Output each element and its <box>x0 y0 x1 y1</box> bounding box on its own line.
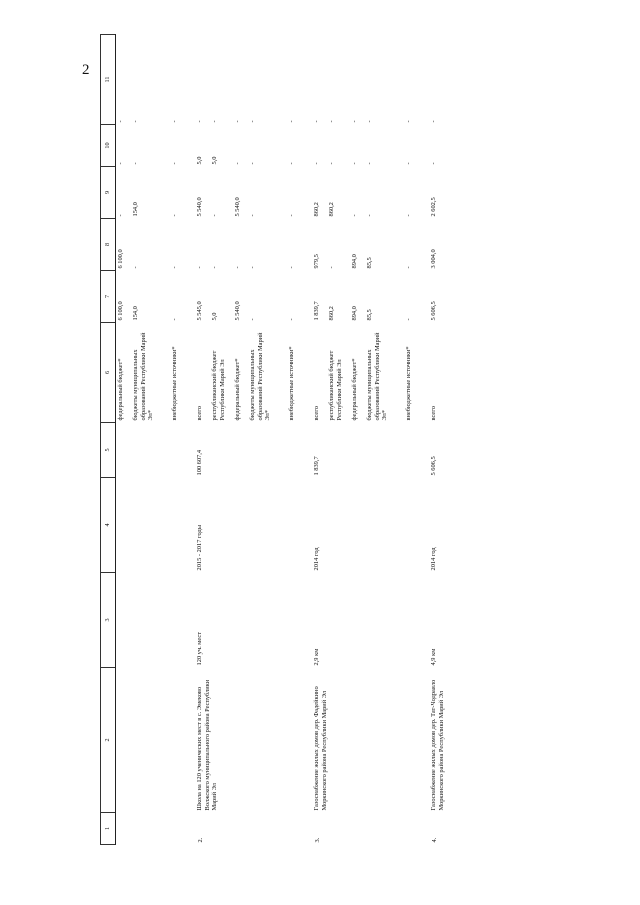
value: - <box>366 120 373 123</box>
source-label: республиканский бюджет Республики Марий Эл <box>211 350 226 421</box>
value: - <box>117 214 124 217</box>
col8-values <box>195 219 312 271</box>
period: 2014 год <box>430 547 437 571</box>
value: - <box>328 162 335 165</box>
total-cost: 1 839,7 <box>313 456 320 476</box>
value: - <box>405 214 412 217</box>
value: - <box>234 120 241 123</box>
col10-values <box>195 125 312 167</box>
col7-values <box>195 271 312 323</box>
value: - <box>405 318 412 321</box>
value: - <box>288 120 295 123</box>
row-number: 3. <box>314 837 321 843</box>
value: - <box>351 120 358 123</box>
value: - <box>234 162 241 165</box>
col11-values <box>312 35 429 125</box>
value: - <box>196 266 203 269</box>
col7-values <box>116 271 196 323</box>
col9-values <box>195 167 312 219</box>
period: 2015 - 2017 годы <box>196 524 203 571</box>
source-label: федеральный бюджет* <box>234 358 241 421</box>
col-header-3: 3 <box>101 573 116 668</box>
value: - <box>249 162 256 165</box>
value: - <box>249 214 256 217</box>
value: 894,0 <box>351 306 358 321</box>
value: 5 540,0 <box>234 301 241 321</box>
source-label: всего <box>430 406 437 421</box>
value: 1 839,7 <box>313 301 320 321</box>
source-label: бюджеты муниципальных образований Республики Марий Эл* <box>366 332 389 421</box>
capacity: 120 уч. мест <box>196 632 203 666</box>
value: - <box>288 214 295 217</box>
col7-values <box>312 271 429 323</box>
value: 5 540,0 <box>196 197 203 217</box>
col-header-10: 10 <box>101 125 116 167</box>
value: - <box>313 162 320 165</box>
header-row <box>101 35 116 845</box>
value: - <box>132 120 139 123</box>
value: - <box>351 162 358 165</box>
col11-values <box>195 35 312 125</box>
col10-values <box>312 125 429 167</box>
value: - <box>196 120 203 123</box>
value: 5,0 <box>196 156 203 165</box>
value: - <box>171 120 178 123</box>
col-header-9: 9 <box>101 167 116 219</box>
value: 154,0 <box>132 306 139 321</box>
source-label: бюджеты муниципальных образований Республики Марий Эл* <box>132 332 155 421</box>
table-row <box>116 35 196 845</box>
investment-table <box>100 34 446 845</box>
table-row <box>429 35 446 845</box>
value: - <box>117 162 124 165</box>
value: - <box>405 266 412 269</box>
value: - <box>234 266 241 269</box>
value: 894,0 <box>351 254 358 269</box>
source-label: федеральный бюджет* <box>351 358 358 421</box>
col-header-7: 7 <box>101 271 116 323</box>
source-label: бюджеты муниципальных образований Республики Марий Эл* <box>249 332 272 421</box>
capacity: 4,9 км <box>430 648 437 666</box>
value: 860,2 <box>313 202 320 217</box>
col8-values <box>429 219 446 271</box>
row-number: 2. <box>197 837 204 843</box>
period: 2014 год <box>313 547 320 571</box>
col-header-1: 1 <box>101 813 116 845</box>
value: 154,0 <box>132 202 139 217</box>
value: 6 100,0 <box>117 249 124 269</box>
col-header-5: 5 <box>101 423 116 478</box>
value: - <box>313 120 320 123</box>
source-label: всего <box>313 406 320 421</box>
object-name: Газоснабжение жилых домов дер. Фадейкино Моркинского района Республики Марий Эл <box>313 686 328 811</box>
capacity <box>116 573 196 668</box>
value: 3 004,0 <box>430 249 437 269</box>
col10-values <box>429 125 446 167</box>
total-cost <box>116 423 196 478</box>
value: - <box>171 318 178 321</box>
funding-sources <box>116 323 196 423</box>
col8-values <box>116 219 196 271</box>
row-number <box>116 813 196 845</box>
source-label: внебюджетные источники* <box>288 346 295 421</box>
col10-values <box>116 125 196 167</box>
funding-sources <box>312 323 429 423</box>
value: - <box>366 162 373 165</box>
value: 5 606,5 <box>430 301 437 321</box>
rotated-table-container <box>100 35 560 845</box>
value: - <box>171 162 178 165</box>
col-header-6: 6 <box>101 323 116 423</box>
value: - <box>211 120 218 123</box>
value: - <box>405 162 412 165</box>
value: - <box>430 120 437 123</box>
source-label: внебюджетные источники* <box>405 346 412 421</box>
col8-values <box>312 219 429 271</box>
value: 5 545,0 <box>196 301 203 321</box>
page-number: 2 <box>82 62 90 78</box>
funding-sources <box>429 323 446 423</box>
value: - <box>249 120 256 123</box>
value: 85,5 <box>366 257 373 269</box>
table-row <box>195 35 312 845</box>
value: - <box>328 266 335 269</box>
value: 2 602,5 <box>430 197 437 217</box>
table-row <box>312 35 429 845</box>
value: 6 100,0 <box>117 301 124 321</box>
value: 5 540,0 <box>234 197 241 217</box>
capacity: 2,9 км <box>313 648 320 666</box>
col9-values <box>429 167 446 219</box>
col11-values <box>116 35 196 125</box>
value: - <box>288 162 295 165</box>
total-cost: 5 606,5 <box>430 456 437 476</box>
value: 5,0 <box>211 156 218 165</box>
col9-values <box>312 167 429 219</box>
value: - <box>405 120 412 123</box>
col-header-11: 11 <box>101 35 116 125</box>
value: - <box>288 266 295 269</box>
col11-values <box>429 35 446 125</box>
value: - <box>171 266 178 269</box>
total-cost: 100 607,4 <box>196 449 203 476</box>
col-header-8: 8 <box>101 219 116 271</box>
value: - <box>351 214 358 217</box>
col7-values <box>429 271 446 323</box>
object-name: Газоснабжение жилых домов дер. Тат-Чодраяло Моркинского района Республики Марий Эл <box>430 679 445 811</box>
object-name <box>116 668 196 813</box>
value: 860,2 <box>328 306 335 321</box>
row-number: 4. <box>431 837 438 843</box>
source-label: всего <box>196 406 203 421</box>
value: - <box>328 120 335 123</box>
source-label: федеральный бюджет* <box>117 358 124 421</box>
value: 979,5 <box>313 254 320 269</box>
value: - <box>430 162 437 165</box>
value: - <box>366 214 373 217</box>
value: - <box>132 266 139 269</box>
value: 85,5 <box>366 309 373 321</box>
col-header-4: 4 <box>101 478 116 573</box>
source-label: республиканский бюджет Республики Марий Эл <box>328 350 343 421</box>
value: - <box>211 214 218 217</box>
value: - <box>171 214 178 217</box>
period <box>116 478 196 573</box>
value: - <box>249 318 256 321</box>
funding-sources <box>195 323 312 423</box>
value: 860,2 <box>328 202 335 217</box>
col9-values <box>116 167 196 219</box>
object-name: Школа на 120 ученических мест в с. Эмеково Волжского муниципального района Республики Марий Эл <box>196 679 219 811</box>
value: - <box>288 318 295 321</box>
value: - <box>211 266 218 269</box>
col-header-2: 2 <box>101 668 116 813</box>
value: - <box>132 162 139 165</box>
value: - <box>117 120 124 123</box>
value: - <box>249 266 256 269</box>
value: 5,0 <box>211 312 218 321</box>
source-label: внебюджетные источники* <box>171 346 178 421</box>
